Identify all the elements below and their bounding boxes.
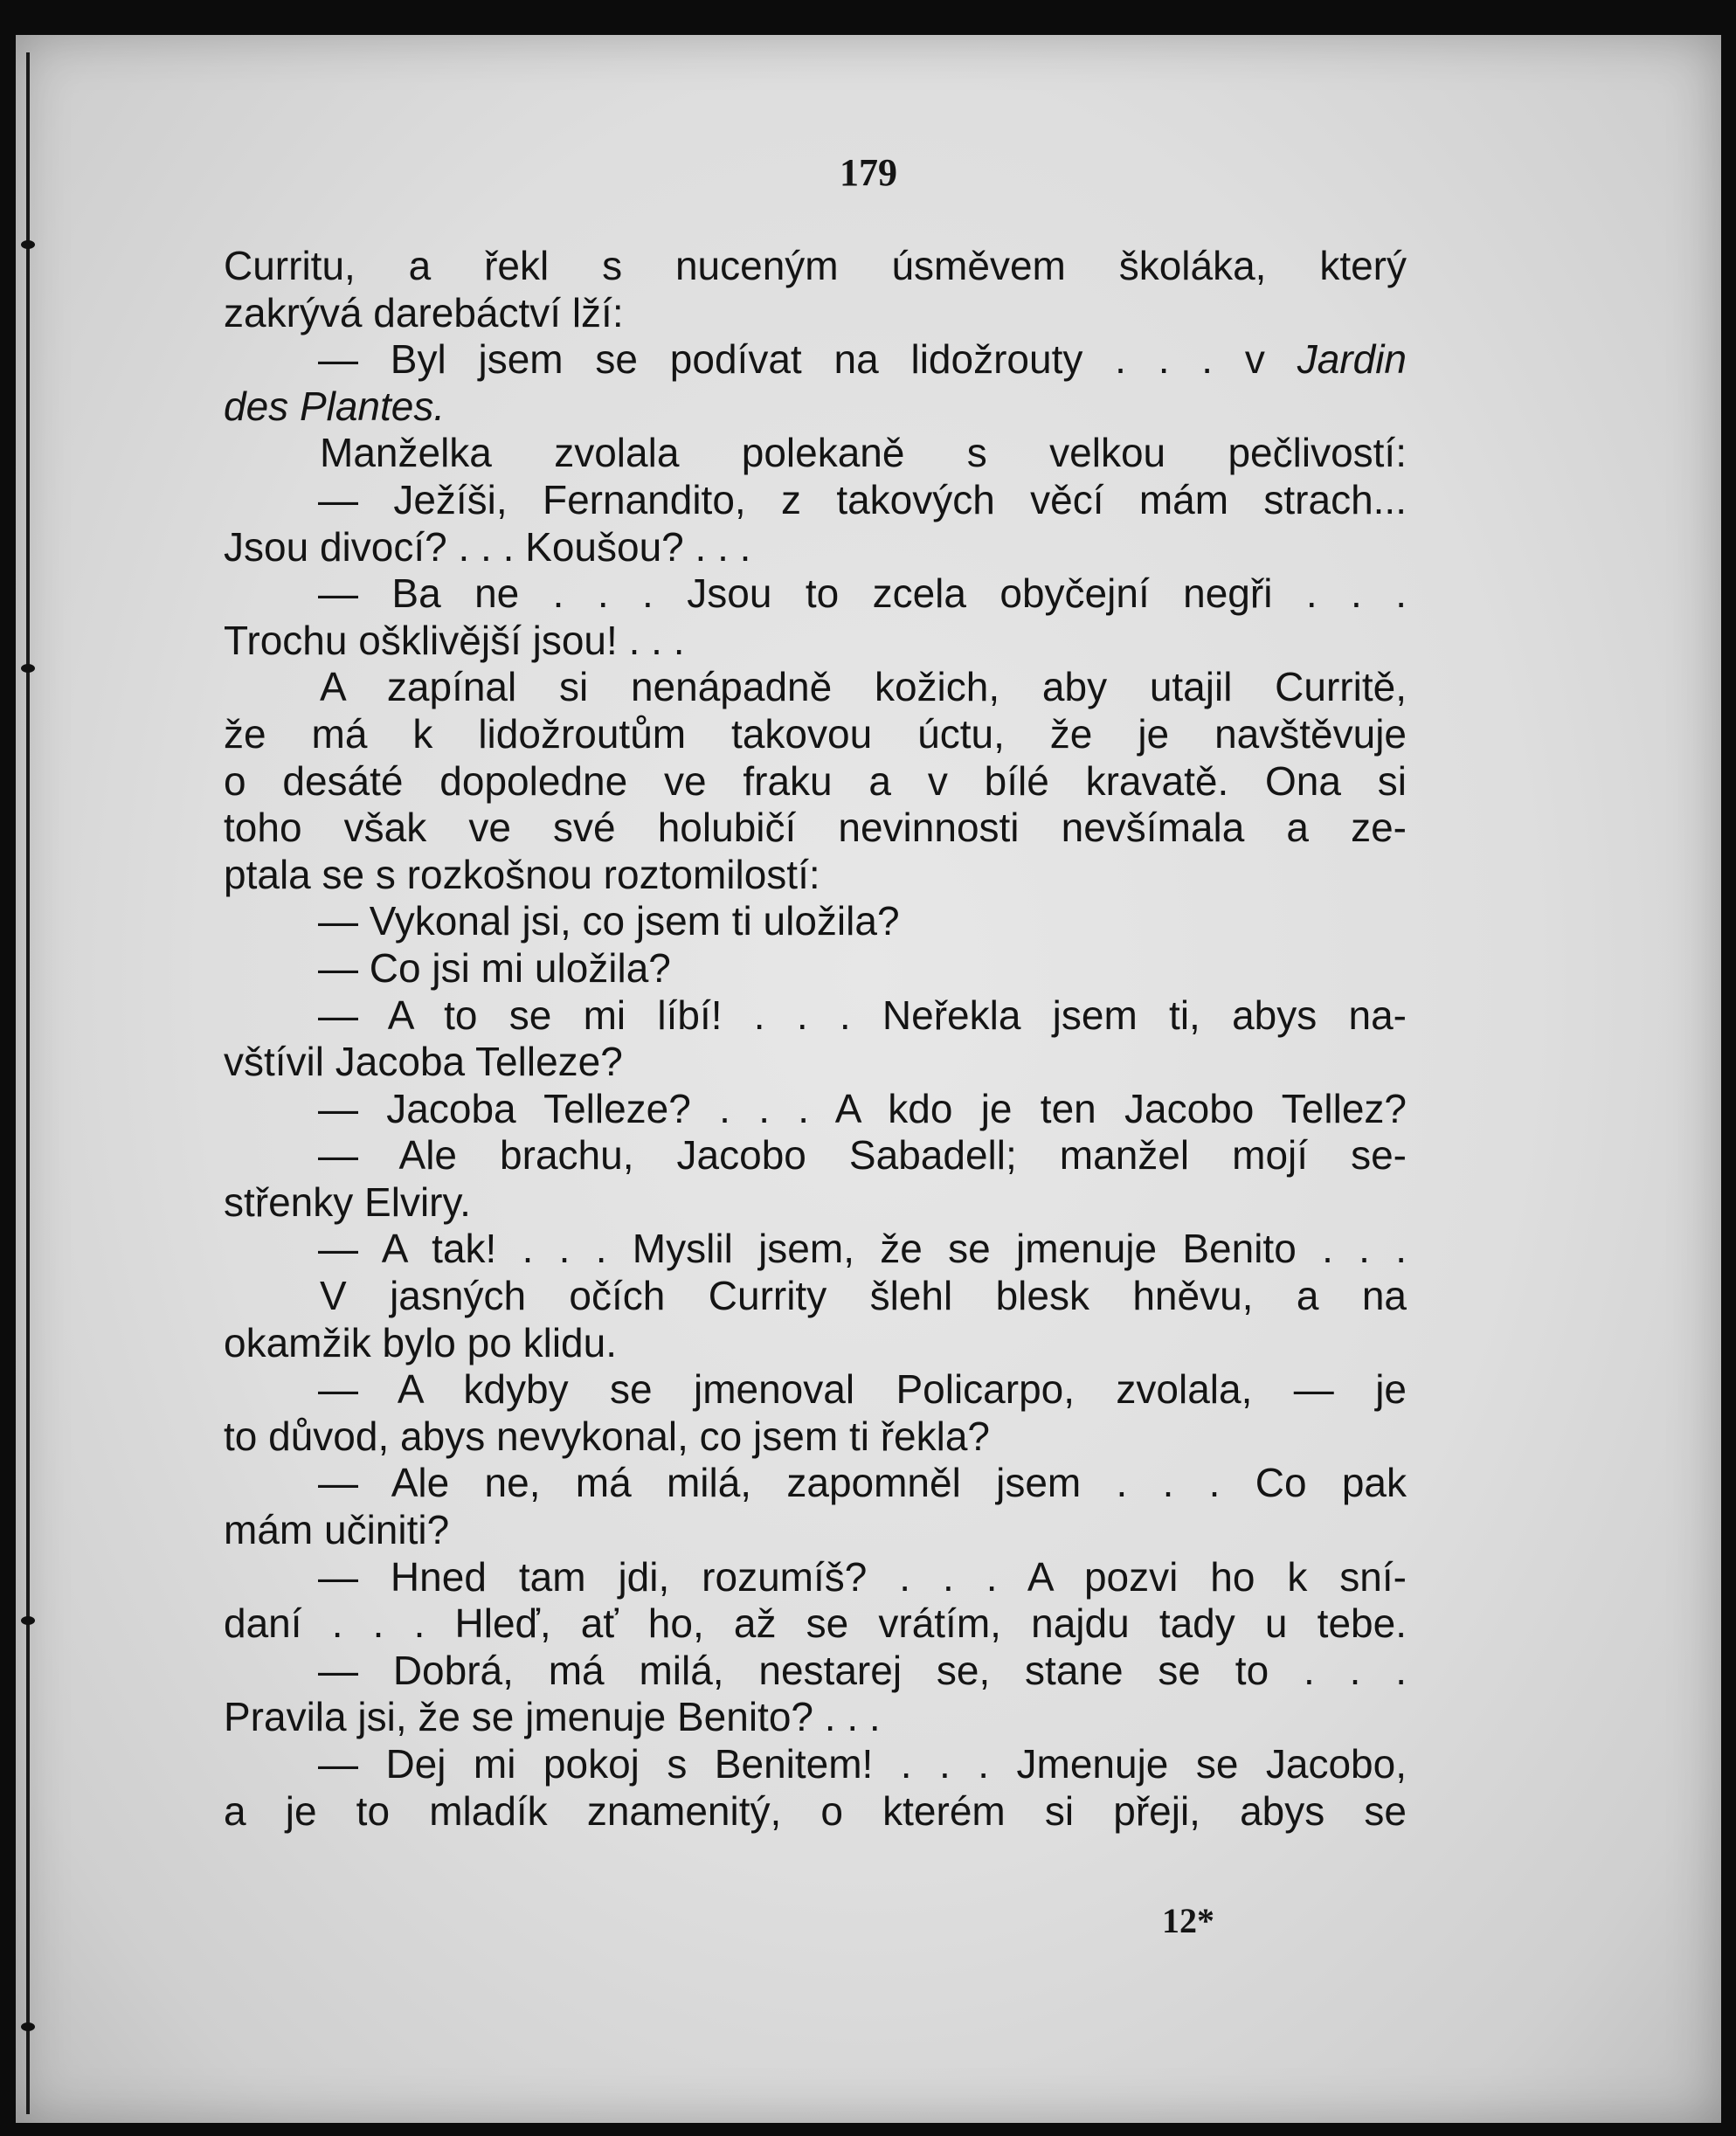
text-run: Pravila jsi, že se jmenuje Benito? . . . (224, 1694, 881, 1740)
binding-mark (21, 1616, 35, 1625)
text-run: a je to mladík znamenitý, o kterém si přeji, abys se (224, 1787, 1407, 1834)
text-line (224, 805, 1407, 852)
body-text (224, 243, 1407, 1835)
text-run: Manželka zvolala polekaně s velkou pečlivostí: (320, 430, 1407, 476)
text-line (224, 945, 1407, 992)
text-run: — A tak! . . . Myslil jsem, že se jmenuje Benito . . . (318, 1226, 1407, 1272)
text-run: Jsou divocí? . . . Koušou? . . . (224, 523, 751, 570)
text-run: toho však ve své holubičí nevinnosti nevšímala a ze- (224, 805, 1407, 851)
text-run: — Co jsi mi uložila? (318, 944, 671, 991)
book-page (16, 35, 1721, 2123)
text-line (224, 243, 1407, 290)
text-run: — Ale ne, má milá, zapomněl jsem . . . Co pak (318, 1460, 1407, 1506)
printer-signature-mark: 12* (1162, 1901, 1214, 1940)
text-run: — Hned tam jdi, rozumíš? . . . A pozvi ho k sní- (318, 1553, 1407, 1600)
page-number: 179 (840, 151, 897, 194)
text-run: — Ba ne . . . Jsou to zcela obyčejní negři . . . (318, 570, 1407, 617)
text-run: — Dobrá, má milá, nestarej se, stane se to . . . (318, 1647, 1407, 1693)
text-line (224, 290, 1407, 337)
text-line (224, 758, 1407, 805)
text-line (224, 1179, 1407, 1227)
text-line (224, 336, 1407, 384)
text-line (224, 1132, 1407, 1179)
text-line (224, 1086, 1407, 1133)
text-run: — A to se mi líbí! . . . Neřekla jsem ti, abys na- (318, 992, 1407, 1038)
text-line (224, 1273, 1407, 1320)
text-line (224, 477, 1407, 524)
text-line (224, 1648, 1407, 1695)
text-run: Curritu, a řekl s nuceným úsměvem školáka, který (224, 243, 1407, 288)
text-line (224, 711, 1407, 758)
spine-edge (26, 52, 30, 2114)
text-line (224, 1507, 1407, 1554)
text-line (224, 1366, 1407, 1414)
text-run: — Byl jsem se podívat na lidožrouty . . . v (318, 336, 1297, 383)
binding-mark (21, 664, 35, 673)
text-run: o desáté dopoledne ve fraku a v bílé kravatě. Ona si (224, 757, 1407, 804)
text-line (224, 524, 1407, 571)
text-run: to důvod, abys nevykonal, co jsem ti řekla? (224, 1413, 991, 1459)
text-line (224, 664, 1407, 711)
text-line (224, 1460, 1407, 1507)
text-line (224, 1320, 1407, 1367)
text-line (224, 1039, 1407, 1086)
text-run: — Ale brachu, Jacobo Sabadell; manžel mojí se- (318, 1132, 1407, 1179)
text-line (224, 430, 1407, 477)
binding-mark (21, 2022, 35, 2031)
text-line (224, 618, 1407, 665)
text-line (224, 852, 1407, 899)
text-run: — A kdyby se jmenoval Policarpo, zvolala, — je (318, 1366, 1407, 1413)
text-line (224, 1600, 1407, 1648)
text-line (224, 1694, 1407, 1741)
text-line (224, 570, 1407, 618)
text-run: — Vykonal jsi, co jsem ti uložila? (318, 898, 900, 944)
text-line (224, 1554, 1407, 1601)
text-run: že má k lidožroutům takovou úctu, že je navštěvuje (224, 710, 1407, 757)
text-run: — Ježíši, Fernandito, z takových věcí mám strach... (318, 476, 1407, 522)
text-run: zakrývá darebáctví lží: (224, 289, 624, 335)
text-run: okamžik bylo po klidu. (224, 1319, 617, 1365)
text-line (224, 1226, 1407, 1273)
text-line (224, 1741, 1407, 1788)
text-run: mám učiniti? (224, 1507, 450, 1553)
text-line (224, 992, 1407, 1040)
text-line (224, 1414, 1407, 1461)
text-run: vštívil Jacoba Telleze? (224, 1039, 623, 1085)
text-run: Trochu ošklivější jsou! . . . (224, 617, 685, 663)
text-run: V jasných očích Currity šlehl blesk hněvu, a na (320, 1273, 1407, 1319)
italic-text-run: Jardin (1297, 336, 1407, 383)
text-line (224, 898, 1407, 945)
text-line (224, 384, 1407, 431)
text-run: — Jacoba Telleze? . . . A kdo je ten Jacobo Tellez? (318, 1085, 1407, 1131)
text-run: A zapínal si nenápadně kožich, aby utajil Curritě, (320, 664, 1407, 710)
italic-text-run: des Plantes. (224, 383, 446, 429)
text-line (224, 1788, 1407, 1835)
text-run: daní . . . Hleď, ať ho, až se vrátím, najdu tady u tebe. (224, 1600, 1407, 1647)
text-run: střenky Elviry. (224, 1179, 471, 1225)
binding-mark (21, 240, 35, 249)
text-run: ptala se s rozkošnou roztomilostí: (224, 851, 820, 897)
text-run: — Dej mi pokoj s Benitem! . . . Jmenuje se Jacobo, (318, 1741, 1407, 1787)
